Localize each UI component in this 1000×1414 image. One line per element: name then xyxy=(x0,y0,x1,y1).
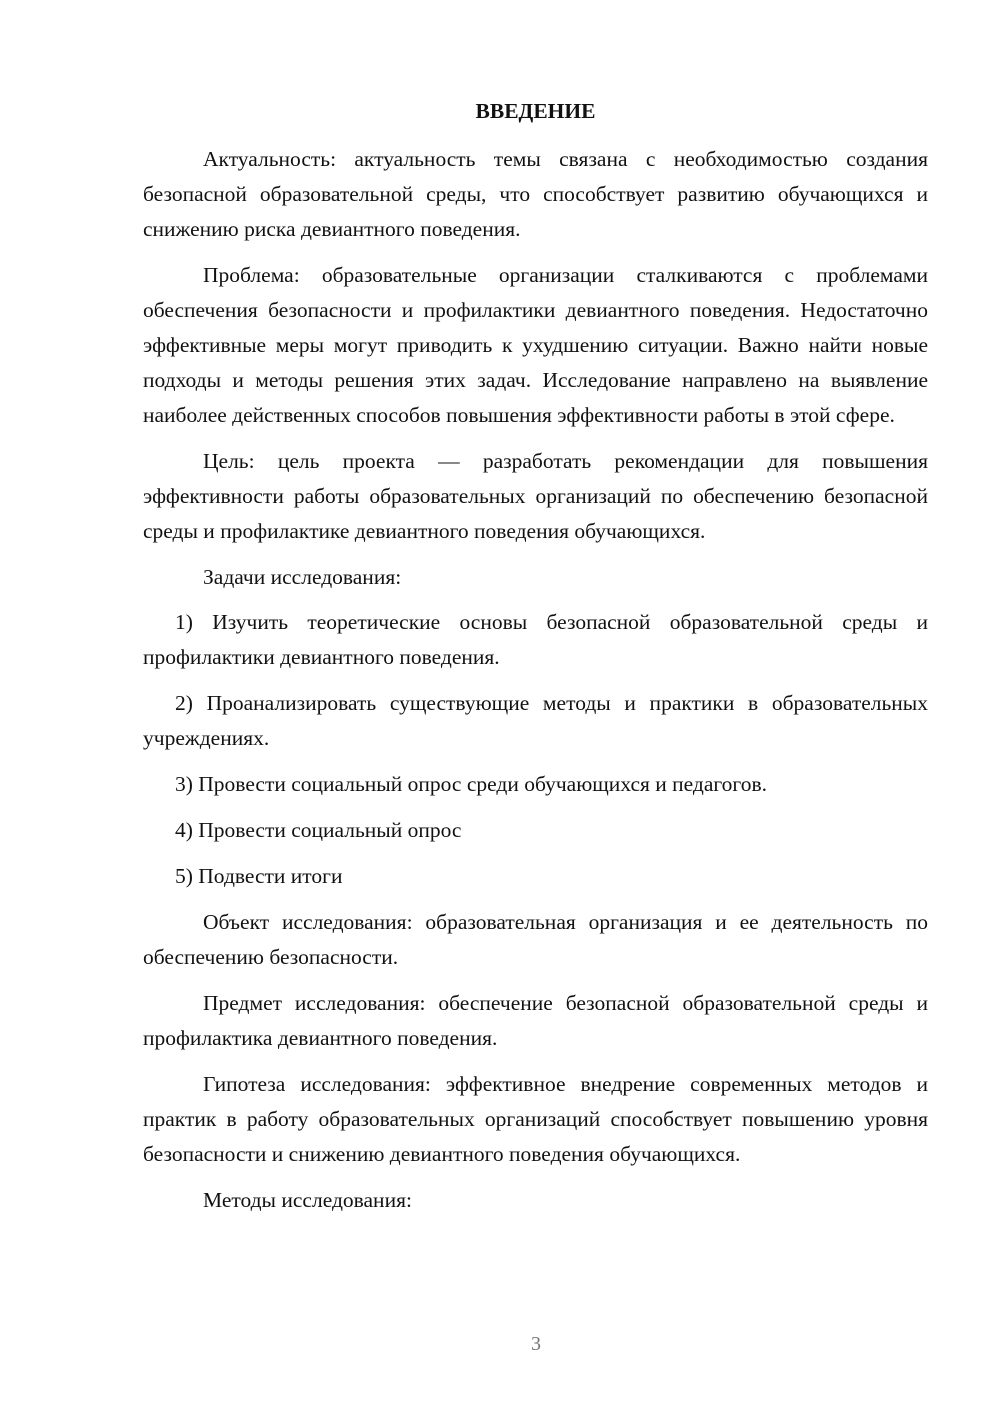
page-number: 3 xyxy=(531,1333,541,1355)
paragraph-object: Объект исследования: образовательная организация и ее деятельность по обеспечению безопасности. xyxy=(143,910,928,969)
task-item-4: 4) Провести социальный опрос xyxy=(175,818,462,842)
paragraph-tasks-heading: Задачи исследования: xyxy=(203,565,402,589)
paragraph-relevance: Актуальность: актуальность темы связана с необходимостью создания безопасной образовательной среды, что способствует развитию обучающихся и снижению риска девиантного поведения. xyxy=(143,147,928,241)
document-body xyxy=(143,94,928,1229)
paragraph-methods-heading: Методы исследования: xyxy=(203,1188,412,1212)
section-title: ВВЕДЕНИЕ xyxy=(475,99,596,123)
paragraph-problem: Проблема: образовательные организации сталкиваются с проблемами обеспечения безопасности и профилактики девиантного поведения. Недостаточно эффективные меры могут приводить к ухудшению ситуации. Важно найти новые подходы и методы решения этих задач. Исследование направлено на выявление наиболее действенных способов повышения эффективности работы в этой сфере. xyxy=(143,263,928,427)
paragraph-goal: Цель: цель проекта — разработать рекомендации для повышения эффективности работы образовательных организаций по обеспечению безопасной среды и профилактике девиантного поведения обучающихся. xyxy=(143,449,928,543)
task-item-2: 2) Проанализировать существующие методы и практики в образовательных учреждениях. xyxy=(143,691,928,750)
task-item-5: 5) Подвести итоги xyxy=(175,864,343,888)
task-item-1: 1) Изучить теоретические основы безопасной образовательной среды и профилактики девиантного поведения. xyxy=(143,610,928,669)
task-item-3: 3) Провести социальный опрос среди обучающихся и педагогов. xyxy=(175,772,767,796)
paragraph-subject: Предмет исследования: обеспечение безопасной образовательной среды и профилактика девиантного поведения. xyxy=(143,991,928,1050)
paragraph-hypothesis: Гипотеза исследования: эффективное внедрение современных методов и практик в работу образовательных организаций способствует повышению уровня безопасности и снижению девиантного поведения обучающихся. xyxy=(143,1072,928,1166)
